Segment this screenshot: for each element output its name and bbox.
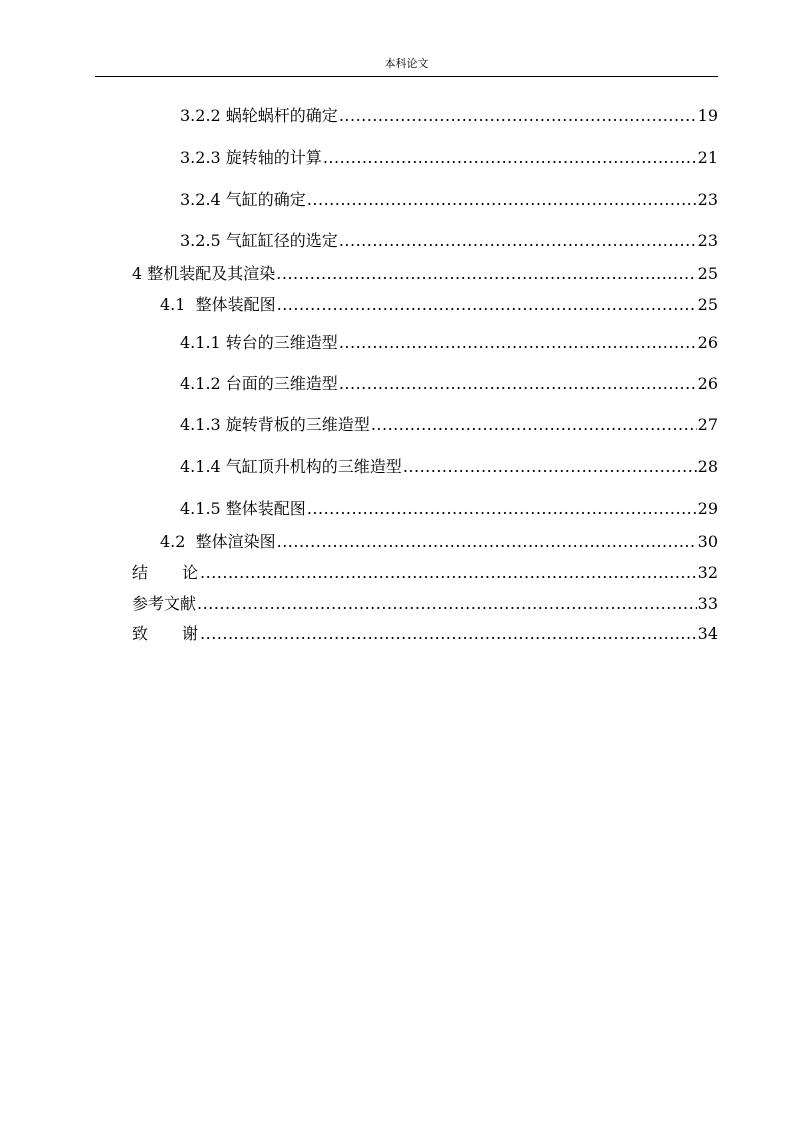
toc-entry-4-1-4[interactable]: [180, 456, 718, 478]
toc-entry-3-2-2[interactable]: [180, 105, 718, 127]
toc-entry-title: 致谢: [132, 624, 233, 643]
toc-entry-page: 28: [697, 457, 718, 476]
toc-entry-title: 3.2.3 旋转轴的计算: [180, 148, 322, 167]
toc-entry-title: 3.2.4 气缸的确定: [180, 190, 306, 209]
toc-leader-dots: [277, 531, 697, 553]
toc-leader-dots: [200, 562, 697, 584]
toc-entry-acknowledgements[interactable]: [132, 623, 718, 645]
toc-entry-4-1-3[interactable]: [180, 414, 718, 436]
toc-entry-conclusion[interactable]: [132, 562, 718, 584]
toc-entry-title: 4.1.5 整体装配图: [180, 499, 306, 518]
toc-entry-page: 34: [697, 624, 718, 643]
toc-entry-page: 23: [697, 190, 718, 209]
toc-entry-4-1-5[interactable]: [180, 498, 718, 520]
toc-entry-4[interactable]: [132, 263, 718, 285]
toc-entry-page: 25: [697, 295, 718, 314]
toc-leader-dots: [371, 414, 697, 436]
toc-entry-4-1[interactable]: [160, 294, 718, 316]
toc-entry-title: 4 整机装配及其渲染: [132, 264, 276, 283]
toc-entry-title: 结论: [132, 563, 233, 582]
toc-leader-dots: [323, 147, 697, 169]
toc-leader-dots: [276, 263, 696, 285]
toc-entry-page: 27: [697, 415, 718, 434]
toc-entry-title: 4.1.2 台面的三维造型: [180, 374, 338, 393]
toc-leader-dots: [339, 373, 697, 395]
toc-entry-title: 4.1.4 气缸顶升机构的三维造型: [180, 457, 402, 476]
toc-entry-page: 25: [697, 264, 718, 283]
toc-entry-3-2-5[interactable]: [180, 230, 718, 252]
toc-entry-references[interactable]: [132, 593, 718, 615]
toc-entry-title: 参考文献: [132, 594, 197, 613]
toc-entry-page: 32: [697, 563, 718, 582]
toc-leader-dots: [403, 456, 697, 478]
toc-entry-3-2-3[interactable]: [180, 147, 718, 169]
toc-entry-title: 4.1.3 旋转背板的三维造型: [180, 415, 370, 434]
toc-entry-4-2[interactable]: [160, 531, 718, 553]
toc-entry-3-2-4[interactable]: [180, 189, 718, 211]
toc-leader-dots: [339, 105, 697, 127]
toc-entry-page: 29: [697, 499, 718, 518]
header-title: 本科论文: [384, 57, 429, 70]
toc-entry-page: 26: [697, 374, 718, 393]
toc-leader-dots: [200, 623, 697, 645]
toc-entry-title: 4.1.1 转台的三维造型: [180, 333, 338, 352]
toc-entry-page: 23: [697, 231, 718, 250]
toc-entry-page: 21: [697, 148, 718, 167]
toc-leader-dots: [277, 294, 697, 316]
toc-leader-dots: [197, 593, 697, 615]
toc-leader-dots: [339, 230, 697, 252]
toc-leader-dots: [307, 498, 697, 520]
toc-entry-page: 26: [697, 333, 718, 352]
toc-entry-title: 4.2 整体渲染图: [160, 532, 276, 551]
toc-entry-page: 33: [697, 594, 718, 613]
toc-entry-page: 30: [697, 532, 718, 551]
toc-entry-title: 3.2.2 蜗轮蜗杆的确定: [180, 106, 338, 125]
toc-entry-page: 19: [697, 106, 718, 125]
toc-entry-4-1-2[interactable]: [180, 373, 718, 395]
toc-entry-title: 4.1 整体装配图: [160, 295, 276, 314]
toc-entry-4-1-1[interactable]: [180, 332, 718, 354]
toc-leader-dots: [307, 189, 697, 211]
toc-leader-dots: [339, 332, 697, 354]
toc-entry-title: 3.2.5 气缸缸径的选定: [180, 231, 338, 250]
